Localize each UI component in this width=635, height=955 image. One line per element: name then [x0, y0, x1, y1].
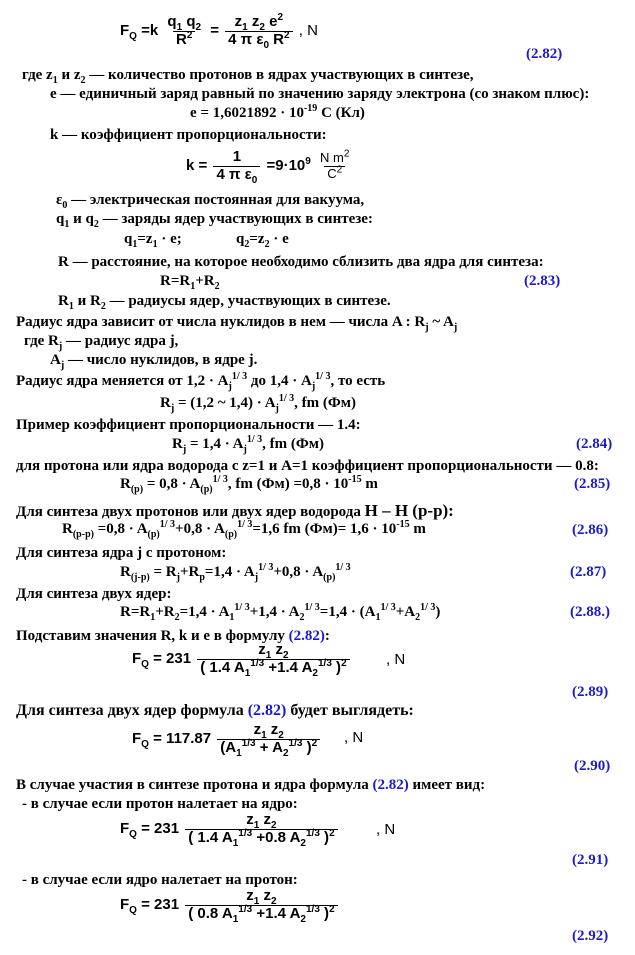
q-definition: $q_1$ и $q_2$ — заряды ядер участвующих в синтезе: — [56, 211, 373, 230]
case-2-line: - в случае если ядро налетает на протон: — [22, 872, 298, 888]
r-definition: R — расстояние, на которое необходимо сблизить два ядра для синтеза: — [58, 254, 544, 270]
two-formula-line: Для синтеза двух ядер формула (2.82) будет выглядеть: — [16, 702, 414, 719]
substitute-line: Подставим значения R, k и e в формулу (2.82): — [16, 628, 330, 644]
equation-2-91: $F_Q = 231$ $\frac{z_1 z_2}{( 1.4 A_1^{1/3} +0.8 A_2^{1/3} )^2}$ — [120, 812, 340, 846]
r12-definition: $R_1$ и $R_2$ — радиусы ядер, участвующих в синтезе. — [58, 293, 391, 312]
equation-label-2-85: (2.85) — [574, 476, 611, 492]
equation-label-2-82: (2.82) — [526, 46, 563, 62]
equation-2-92: $F_Q = 231$ $\frac{z_1 z_2}{( 0.8 A_1^{1/3} +1.4 A_2^{1/3} )^2}$ — [120, 888, 340, 922]
jp-line: Для синтеза ядра j с протоном: — [16, 545, 227, 561]
equation-2-87: $R_{(j-p)} = R_j+R_p=1,4 \cdot A_j^{1/ 3}+0,8 \cdot A_{(p)}^{1/ 3}$ — [120, 562, 351, 583]
proton-line: для протона или ядра водорода с z=1 и A=1 коэффициент пропорциональности — 0.8: — [16, 458, 599, 474]
unit-2-89: , N — [386, 651, 406, 668]
equation-label-2-88: (2.88.) — [570, 604, 610, 620]
equation-2-85: $R_{(p)} = 0,8 \cdot A_{(p)}^{1/ 3}$, fm $(Фм) =0,8 \cdot 10^{-15}$ m — [120, 474, 378, 495]
k-definition: k — коэффициент пропорциональности: — [50, 127, 327, 143]
equation-2-89: $F_Q = 231$ $\frac{z_1 z_2}{( 1.4 A_1^{1/3} +1.4 A_2^{1/3} )^2}$ — [132, 642, 352, 676]
equation-2-88: $R=R_1+R_2=1,4 \cdot A_1^{1/ 3}+1,4 \cdot A_2^{1/ 3}=1,4 \cdot (A_1^{1/ 3}+A_2^{1/ 3})$ — [120, 602, 441, 623]
k-formula: k = $\frac{1}{4 \pi \varepsilon_0}$ $=9\cdot 10^9$ $\frac{N m^2}{C^2}$ — [186, 148, 350, 186]
example-text: Пример коэффициент пропорциональности — 1.4: — [16, 417, 361, 433]
equation-2-82: $F_Q =k$ $\frac{q_1 q_2}{R^2}$ = $\frac{z_1 z_2 e^2}{4 \pi \varepsilon_0 R^2}$ , N — [120, 12, 318, 51]
equation-label-2-89: (2.89) — [572, 684, 609, 700]
equation-2-84: $R_j = 1,4 \cdot A_j^{1/ 3}$, fm (Фм) — [172, 434, 324, 455]
rj-definition: где $R_j$ — радиус ядра j, — [24, 333, 179, 352]
radius-range: Радиус ядра меняется от $1,2 \cdot A_j^{1/ 3}$ до $1,4 \cdot A_j^{1/ 3}$, то есть — [16, 371, 386, 392]
equation-label-2-86: (2.86) — [572, 522, 609, 538]
equation-label-2-90: (2.90) — [574, 758, 611, 774]
equation-2-86: $R_{(p-p)} =0,8 \cdot A_{(p)}^{1/ 3}+0,8 \cdot A_{(p)}^{1/ 3}=1,6$ fm $(Фм)= 1,6 \cdot 10^{-15}$ m — [62, 519, 426, 540]
case-line: В случае участия в синтезе протона и ядра формула (2.82) имеет вид: — [16, 777, 486, 793]
equation-2-90: $F_Q = 117.87$ $\frac{z_1 z_2}{(A_1^{1/3} + A_2^{1/3} )^2}$ — [132, 722, 322, 756]
q2-formula: $q_2=z_2 \cdot e$ — [236, 231, 289, 250]
rj-range-formula: $R_j = (1,2$ ~ $1,4) \cdot A_j^{1/ 3}$, fm (Фм) — [160, 393, 357, 414]
epsilon-definition: $\varepsilon_0$ — электрическая постоянная для вакуума, — [56, 192, 365, 211]
equation-label-2-91: (2.91) — [572, 852, 609, 868]
pp-line: Для синтеза двух протонов или двух ядер водорода H – H (p-p): — [16, 501, 454, 520]
radius-dependence: Радиус ядра зависит от числа нуклидов в нем — числа A : $R_j$ ~ $A_j$ — [16, 314, 458, 333]
q1-formula: $q_1=z_1 \cdot e$; — [124, 231, 182, 250]
equation-label-2-83: (2.83) — [524, 273, 561, 289]
case-1-line: - в случае если протон налетает на ядро: — [22, 796, 298, 812]
equation-label-2-87: (2.87) — [570, 564, 607, 580]
equation-label-2-84: (2.84) — [576, 436, 613, 452]
e-value: $e = 1,6021892 \cdot 10^{-19}$ C (Кл) — [190, 103, 365, 121]
r-equation: $R=R_1+R_2$ — [160, 273, 220, 292]
e-definition: e — единичный заряд равный по значению заряду электрона (со знаком плюс): — [50, 86, 590, 102]
two-nuclei-line: Для синтеза двух ядер: — [16, 586, 172, 602]
z-definition: где $z_1$ и $z_2$ — количество протонов в ядрах участвующих в синтезе, — [22, 67, 474, 86]
unit-2-91: , N — [376, 821, 396, 838]
unit-2-90: , N — [344, 729, 364, 746]
equation-label-2-92: (2.92) — [572, 928, 609, 944]
aj-definition: $A_j$ — число нуклидов, в ядре j. — [50, 352, 258, 371]
